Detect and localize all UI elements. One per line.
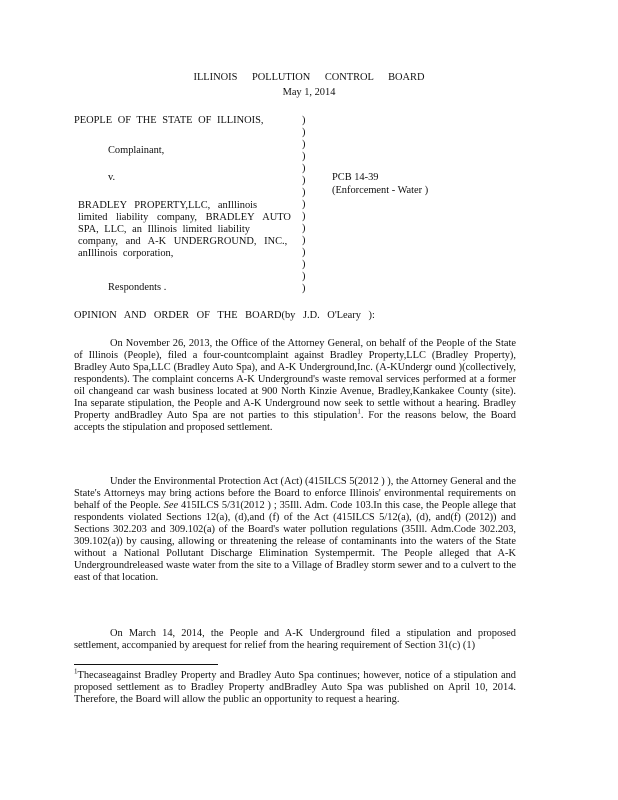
- caption-plaintiff: PEOPLE OF THE STATE OF ILLINOIS,: [74, 115, 264, 126]
- case-type: (Enforcement - Water ): [332, 185, 429, 196]
- caption-versus: v.: [108, 172, 116, 183]
- paragraph-2-end: 415ILCS 5/31(2012 ) ; 35Ill. Adm. Code 103.In this case, the People allege that respondents violated Sections 12(a), (d),and (f) of the Act (415ILCS 5/12(a), (d), and(f) (2012)) and Sections 302.203 and 309.102(a) of the Board's water pollution regulations (35Ill. Adm.Code 302.203, 309.102(a)) by causing, allowing or threatening the release of contaminants into the waters of the State without a National Pollutant Discharge Elimination Systempermit. The People alleged that A-K Undergroundreleased waste water from the site to a Village of Bradley storm sewer and to a culvert to the east of that location.: [74, 500, 516, 583]
- paragraph-1-end: . For the reasons below, the Board accepts the stipulation and proposed settlement.: [74, 410, 516, 433]
- caption-defendant-line-1: BRADLEY PROPERTY,LLC, anIllinois: [78, 200, 258, 211]
- caption-complainant-label: Complainant,: [108, 145, 165, 156]
- caption-bracket: ) ) ) ) ) ) ) ) ) ) ) ) ) ) ): [302, 115, 306, 294]
- paragraph-2: [74, 476, 516, 584]
- paragraph-3-text: On March 14, 2014, the People and A-K Underground filed a stipulation and proposed settlement, accompanied by arequest for relief from the hearing requirement of Section 31(c) (1): [74, 628, 516, 651]
- footnote: [74, 667, 516, 706]
- paragraph-2-text: Under the Environmental Protection Act (Act) (415ILCS 5(2012 ) ), the Attorney General and the State's Attorneys may bring actions before the Board to enforce Illinois' environmental requirements on behalf of the People.: [74, 476, 516, 511]
- caption-defendant-line-2: limited liability company, BRADLEY AUTO: [78, 212, 291, 223]
- footnote-text: Thecaseagainst Bradley Property and Bradley Auto Spa continues; however, notice of a stipulation and proposed settlement as to Bradley Property andBradley Auto Spa was published on April 10, 2014. Therefore, the Board will allow the public an opportunity to request a hearing.: [74, 670, 516, 705]
- case-number: PCB 14-39: [332, 172, 379, 183]
- opinion-heading: OPINION AND ORDER OF THE BOARD(by J.D. O'Leary ):: [74, 310, 375, 321]
- order-date: May 1, 2014: [282, 87, 336, 98]
- paragraph-1: [74, 338, 516, 434]
- paragraph-1-text: On November 26, 2013, the Office of the Attorney General, on behalf of the People of the State of Illinois (People), filed a four-countcomplaint against Bradley Property,LLC (Bradley Property), Bradley Auto Spa,LLC (Bradley Auto Spa), and A-K Underground,Inc. (A-KUndergr ound )(collectively, respondents). The complaint concerns A-K Underground's waste removal services performed at a former oil changeand car wash business located at 900 North Kinzie Avenue, Bradley,Kankakee County (site). Ina separate stipulation, the People and A-K Underground now seek to settle without a hearing. Bradley Property andBradley Auto Spa are not parties to this stipulation: [74, 338, 516, 421]
- caption-defendant-line-4: company, and A-K UNDERGROUND, INC.,: [78, 236, 288, 247]
- caption-respondents-label: Respondents .: [108, 282, 167, 293]
- caption-defendant-line-3: SPA, LLC, an Illinois limited liability: [78, 224, 250, 235]
- caption-defendant-line-5: anIllinois corporation,: [78, 248, 174, 259]
- paragraph-3: [74, 628, 516, 652]
- board-title: ILLINOIS POLLUTION CONTROL BOARD: [193, 72, 425, 83]
- footnote-divider: [74, 664, 218, 665]
- footnote-reference: 1: [357, 407, 361, 416]
- footnote-marker: 1: [74, 667, 78, 676]
- citation-signal: See: [163, 500, 179, 511]
